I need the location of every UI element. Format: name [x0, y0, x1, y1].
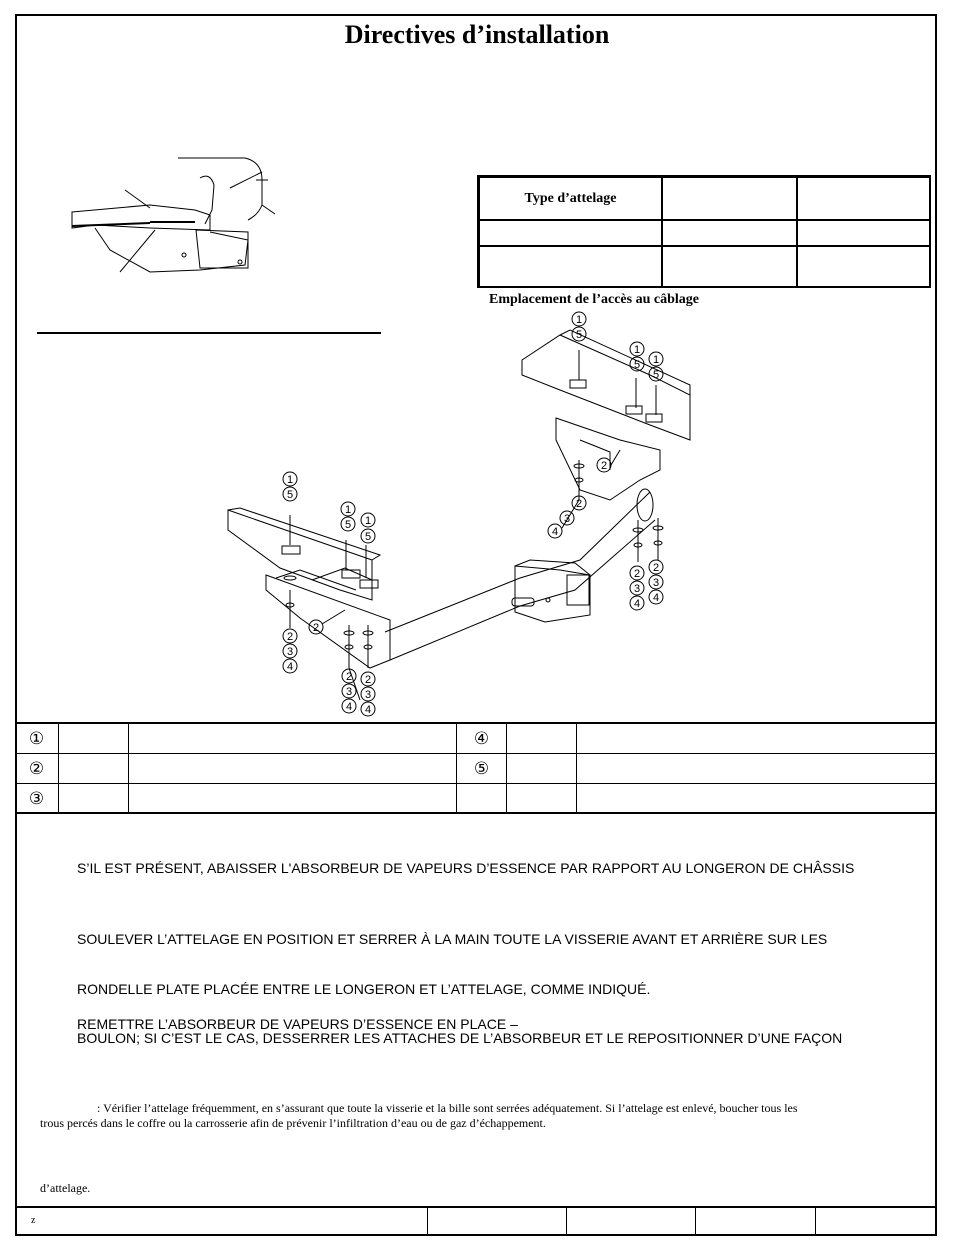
callout-label: 2: [346, 671, 353, 683]
callout-label: 2: [313, 622, 320, 634]
callout-label: 2: [287, 631, 294, 643]
callout-label: 2: [634, 568, 641, 580]
part-number-cell: ⑤: [457, 754, 507, 784]
callout-label: 2: [365, 674, 372, 686]
callout-label: 3: [653, 577, 660, 589]
callout-label: 1: [634, 344, 641, 356]
callout-label: 2: [576, 498, 583, 510]
callout-label: 5: [653, 369, 660, 381]
part-qty-cell: [59, 724, 129, 754]
footer-cell: [695, 1208, 696, 1236]
callout-label: 2: [653, 562, 660, 574]
part-number-cell: ④: [457, 724, 507, 754]
part-number-cell: ②: [15, 754, 59, 784]
callout-label: 1: [287, 474, 294, 486]
callout-label: 1: [576, 314, 583, 326]
part-number-cell: ①: [15, 724, 59, 754]
note-line: : Vérifier l’attelage fréquemment, en s’assurant que toute la visserie et la bille sont serrées adéquatement. Si l’attelage est enlevé, boucher tous les: [97, 1101, 798, 1115]
callout-label: 4: [653, 592, 660, 604]
callout-label: 1: [653, 354, 660, 366]
part-desc-cell: [577, 724, 935, 754]
parts-list: [15, 722, 937, 814]
callout-label: 5: [576, 329, 583, 341]
part-qty-cell: [507, 784, 577, 814]
callout-label: 1: [365, 515, 372, 527]
callout-label: 4: [552, 526, 559, 538]
callout-label: 3: [287, 646, 294, 658]
vehicle-sketch: [72, 158, 275, 272]
footer-code: z: [31, 1215, 36, 1226]
part-qty-cell: [59, 754, 129, 784]
footer-cell: [815, 1208, 816, 1236]
footer-cell: [427, 1208, 428, 1236]
callout-label: 3: [346, 686, 353, 698]
callout-label: 3: [564, 513, 571, 525]
callout-label: 5: [287, 489, 294, 501]
callout-label: 1: [345, 504, 352, 516]
part-desc-cell: [577, 754, 935, 784]
instruction-step: S’IL EST PRÉSENT, ABAISSER L'ABSORBEUR DE VAPEURS D’ESSENCE PAR RAPPORT AU LONGERON DE CHÂSSIS: [77, 860, 855, 876]
callout-label: 4: [634, 598, 641, 610]
part-desc-cell: [129, 724, 457, 754]
part-qty-cell: [507, 754, 577, 784]
part-number-cell: [457, 784, 507, 814]
callout-label: 2: [601, 460, 608, 472]
callout-label: 5: [634, 359, 641, 371]
callout-label: 3: [634, 583, 641, 595]
part-qty-cell: [507, 724, 577, 754]
wiring-access-label: Emplacement de l’accès au câblage: [489, 292, 699, 307]
part-qty-cell: [59, 784, 129, 814]
instruction-step: REMETTRE L’ABSORBEUR DE VAPEURS D’ESSENCE EN PLACE –: [77, 1016, 518, 1032]
footer-cell: [566, 1208, 567, 1236]
callout-label: 4: [346, 701, 353, 713]
instruction-step: BOULON; SI C’EST LE CAS, DESSERRER LES ATTACHES DE L’ABSORBEUR ET LE REPOSITIONNER D’UNE FAÇON: [77, 1030, 843, 1046]
part-desc-cell: [577, 784, 935, 814]
callout-label: 3: [365, 689, 372, 701]
part-desc-cell: [129, 754, 457, 784]
callout-label: 5: [365, 531, 372, 543]
instruction-step: SOULEVER L’ATTELAGE EN POSITION ET SERRER À LA MAIN TOUTE LA VISSERIE AVANT ET ARRIÈRE SUR LES: [77, 931, 828, 947]
footer-bar: [15, 1206, 937, 1236]
page-title: Directives d’installation: [344, 20, 610, 49]
note-line: d’attelage.: [40, 1181, 91, 1195]
instruction-step: RONDELLE PLATE PLACÉE ENTRE LE LONGERON ET L’ATTELAGE, COMME INDIQUÉ.: [77, 981, 651, 997]
callout-markers: [283, 312, 663, 716]
callout-label: 4: [365, 704, 372, 716]
callout-label: 4: [287, 661, 294, 673]
callout-label: 5: [345, 519, 352, 531]
part-number-cell: ③: [15, 784, 59, 814]
right-frame-rail: [522, 330, 690, 500]
note-line: trous percés dans le coffre ou la carrosserie afin de prévenir l’infiltration d’eau ou de gaz d’échappement.: [40, 1116, 546, 1130]
spec-header-cell: Type d’attelage: [479, 177, 662, 220]
receiver-tube: [385, 489, 655, 660]
part-desc-cell: [129, 784, 457, 814]
